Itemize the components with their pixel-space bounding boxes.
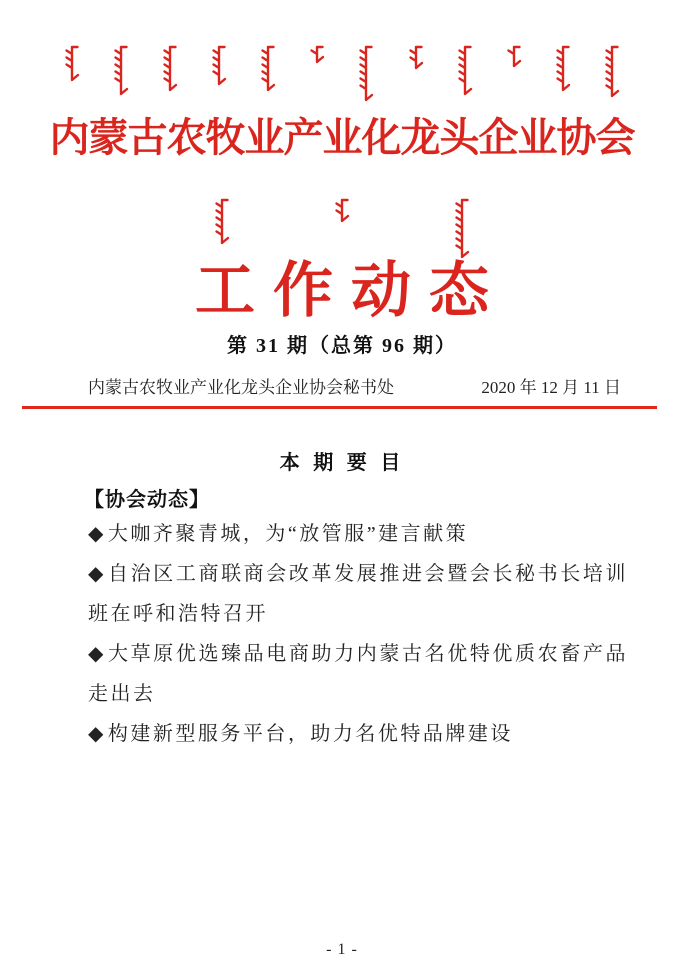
- mongolian-word-glyph: [307, 44, 327, 66]
- mongolian-word-glyph: [332, 197, 352, 225]
- toc-item-text: 大草原优选臻品电商助力内蒙古名优特优质农畜产品走出去: [88, 643, 628, 705]
- mongolian-word-glyph: [62, 44, 82, 84]
- organization-title: 内蒙古农牧业产业化龙头企业协会: [49, 115, 635, 160]
- diamond-bullet-icon: ◆: [88, 563, 106, 585]
- diamond-bullet-icon: ◆: [88, 523, 106, 545]
- mongolian-word-glyph: [258, 44, 278, 94]
- toc-item-text: 构建新型服务平台，助力名优特品牌建设: [107, 723, 513, 745]
- page-number: - 1 -: [326, 941, 358, 958]
- mongolian-word-glyph: [553, 44, 573, 94]
- mongolian-word-glyph: [406, 44, 426, 72]
- mongolian-word-glyph: [209, 44, 229, 88]
- toc-item: [88, 514, 628, 554]
- toc-heading: 本 期 要 目: [279, 452, 405, 474]
- mongolian-word-glyph: [455, 44, 475, 98]
- mongolian-word-glyph: [504, 44, 524, 70]
- mongolian-word-glyph: [111, 44, 131, 98]
- mongolian-script-top: [62, 44, 622, 104]
- toc-item-text: 大咖齐聚青城，为“放管服”建言献策: [107, 523, 469, 545]
- toc-item: [88, 714, 628, 754]
- mongolian-word-glyph: [602, 44, 622, 100]
- mongolian-word-glyph: [160, 44, 180, 94]
- mongolian-word-glyph: [356, 44, 376, 104]
- publisher-name: 内蒙古农牧业产业化龙头企业协会秘书处: [88, 378, 394, 397]
- toc-item-text: 自治区工商联商会改革发展推进会暨会长秘书长培训班在呼和浩特召开: [88, 563, 628, 625]
- diamond-bullet-icon: ◆: [88, 723, 106, 745]
- bulletin-title: 工作动态: [195, 258, 507, 324]
- toc-section-heading: 【协会动态】: [84, 489, 210, 511]
- diamond-bullet-icon: ◆: [88, 643, 106, 665]
- masthead-divider-rule: [22, 406, 657, 409]
- publication-date: 2020 年 12 月 11 日: [481, 378, 621, 397]
- toc-item: [88, 554, 628, 634]
- issue-number: 第 31 期（总第 96 期）: [227, 335, 457, 357]
- publication-info-row: [88, 373, 621, 398]
- toc-item: [88, 634, 628, 714]
- mongolian-word-glyph: [212, 197, 232, 247]
- toc-list: [88, 514, 628, 754]
